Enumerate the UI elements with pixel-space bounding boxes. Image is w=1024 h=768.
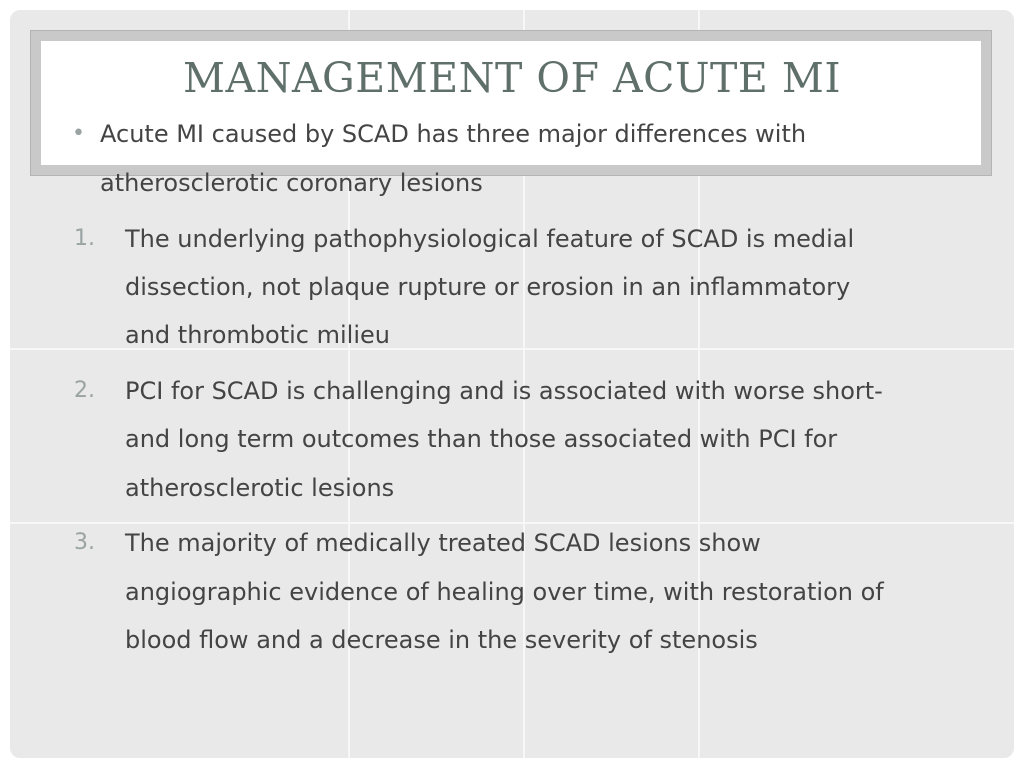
list-item-line: blood flow and a decrease in the severity of stenosis <box>125 626 758 654</box>
slide-content <box>10 10 1014 758</box>
bullet-line: atherosclerotic coronary lesions <box>100 169 483 197</box>
list-item-line: The majority of medically treated SCAD lesions show <box>125 529 761 557</box>
list-item-line: atherosclerotic lesions <box>125 474 395 502</box>
slide-title: MANAGEMENT OF ACUTE MI <box>182 54 842 102</box>
list-number: 3. <box>74 530 95 555</box>
list-item-line: The underlying pathophysiological feature of SCAD is medial <box>125 225 855 253</box>
list-item-line: and thrombotic milieu <box>125 321 390 349</box>
list-item-line: angiographic evidence of healing over time, with restoration of <box>125 578 884 606</box>
list-item-line: PCI for SCAD is challenging and is associated with worse short- <box>125 377 883 405</box>
list-number: 1. <box>74 226 95 251</box>
bullet-icon: • <box>72 121 85 146</box>
slide <box>10 10 1014 758</box>
list-item-line: dissection, not plaque rupture or erosion in an inflammatory <box>125 273 851 301</box>
list-number: 2. <box>74 378 95 403</box>
bullet-line: Acute MI caused by SCAD has three major differences with <box>100 120 807 148</box>
list-item-line: and long term outcomes than those associated with PCI for <box>125 425 838 453</box>
